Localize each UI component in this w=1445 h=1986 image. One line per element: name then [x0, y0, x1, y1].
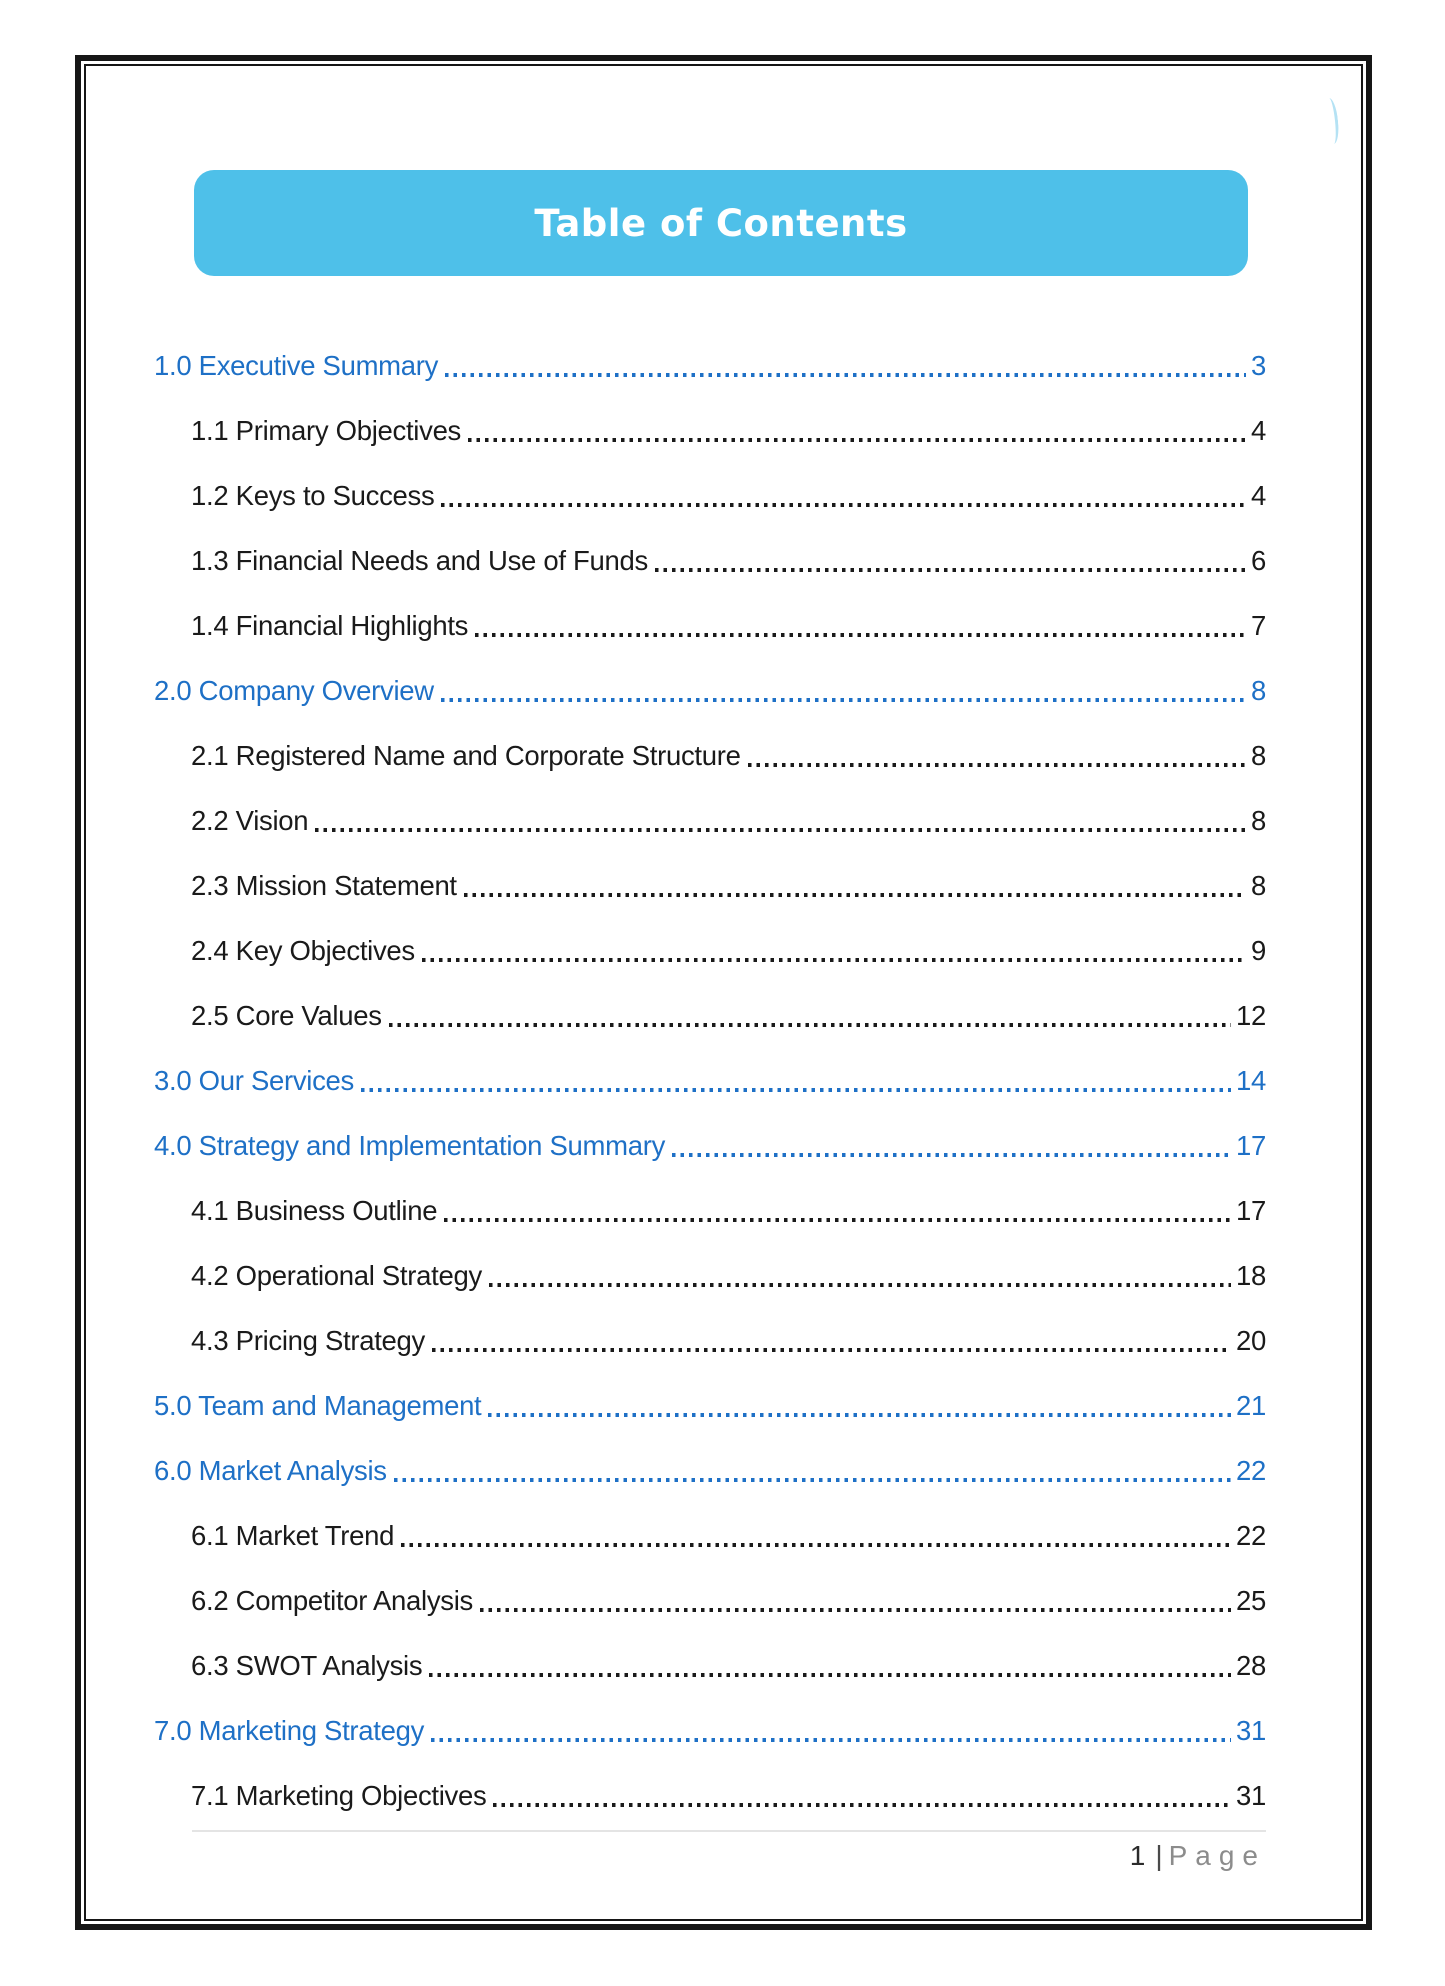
- dotted-leader: [422, 958, 1246, 962]
- dotted-leader: [361, 1088, 1231, 1092]
- dotted-leader: [672, 1153, 1231, 1157]
- dotted-leader: [389, 1023, 1231, 1027]
- toc-page-number: 17: [1236, 1194, 1266, 1226]
- toc-entry[interactable]: [154, 463, 1266, 528]
- dotted-leader: [441, 698, 1246, 702]
- toc-entry-label: 2.4 Key Objectives: [191, 934, 415, 966]
- toc-entry-label: 2.5 Core Values: [191, 999, 382, 1031]
- toc-entry-label: 1.4 Financial Highlights: [191, 609, 469, 641]
- toc-entry-label: 1.0 Executive Summary: [154, 349, 439, 381]
- dotted-leader: [432, 1348, 1231, 1352]
- toc-page-number: 8: [1251, 674, 1266, 706]
- dotted-leader: [441, 503, 1246, 507]
- dotted-leader: [401, 1543, 1231, 1547]
- toc-entry-label: 6.0 Market Analysis: [154, 1454, 387, 1486]
- toc-page-number: 28: [1236, 1649, 1266, 1681]
- footer-separator: |: [1155, 1840, 1163, 1871]
- dotted-leader: [480, 1608, 1231, 1612]
- dotted-leader: [748, 763, 1246, 767]
- toc-entry-label: 4.1 Business Outline: [191, 1194, 438, 1226]
- toc-entry[interactable]: [154, 1503, 1266, 1568]
- toc-page-number: 21: [1236, 1389, 1266, 1421]
- page-content: [86, 66, 1361, 1919]
- toc-entry[interactable]: [154, 1373, 1266, 1438]
- dotted-leader: [394, 1478, 1231, 1482]
- toc-entry[interactable]: [154, 1308, 1266, 1373]
- page-border-frame: [75, 55, 1372, 1930]
- toc-page-number: 20: [1236, 1324, 1266, 1356]
- toc-page-number: 22: [1236, 1454, 1266, 1486]
- dotted-leader: [445, 373, 1246, 377]
- toc-title-banner: [194, 170, 1248, 276]
- toc-entry-label: 3.0 Our Services: [154, 1064, 354, 1096]
- toc-entry[interactable]: [154, 1763, 1266, 1828]
- dotted-leader: [655, 568, 1246, 572]
- toc-entry-label: 6.1 Market Trend: [191, 1519, 395, 1551]
- page-footer: [154, 1830, 1266, 1872]
- toc-entry-label: 2.2 Vision: [191, 804, 309, 836]
- dotted-leader: [475, 633, 1246, 637]
- toc-entry[interactable]: [154, 918, 1266, 983]
- dotted-leader: [489, 1283, 1231, 1287]
- footer-page-label: [154, 1840, 1266, 1872]
- toc-entry[interactable]: [154, 1048, 1266, 1113]
- toc-page-number: 8: [1251, 739, 1266, 771]
- page-title: Table of Contents: [534, 201, 908, 245]
- toc-entry[interactable]: [154, 528, 1266, 593]
- toc-entry-label: 2.0 Company Overview: [154, 674, 434, 706]
- toc-entry-label: 5.0 Team and Management: [154, 1389, 482, 1421]
- toc-page-number: 3: [1251, 349, 1266, 381]
- toc-entry[interactable]: [154, 593, 1266, 658]
- dotted-leader: [431, 1738, 1231, 1742]
- toc-entry[interactable]: [154, 1178, 1266, 1243]
- page-border-inner-line: [84, 64, 1363, 1921]
- toc-entry[interactable]: [154, 658, 1266, 723]
- toc-page-number: 18: [1236, 1259, 1266, 1291]
- toc-entry[interactable]: [154, 1438, 1266, 1503]
- toc-entry[interactable]: [154, 1113, 1266, 1178]
- footer-divider-line: [192, 1830, 1266, 1832]
- toc-entry[interactable]: [154, 1568, 1266, 1633]
- toc-entry[interactable]: [154, 983, 1266, 1048]
- toc-entry[interactable]: [154, 788, 1266, 853]
- toc-page-number: 4: [1251, 479, 1266, 511]
- dotted-leader: [315, 828, 1246, 832]
- toc-page-number: 31: [1236, 1779, 1266, 1811]
- toc-entry-label: 4.3 Pricing Strategy: [191, 1324, 425, 1356]
- toc-page-number: 4: [1251, 414, 1266, 446]
- dotted-leader: [464, 893, 1246, 897]
- dotted-leader: [468, 438, 1246, 442]
- toc-page-number: 9: [1251, 934, 1266, 966]
- toc-entry[interactable]: [154, 1243, 1266, 1308]
- dotted-leader: [429, 1673, 1231, 1677]
- toc-page-number: 8: [1251, 804, 1266, 836]
- toc-entry[interactable]: [154, 333, 1266, 398]
- toc-entry[interactable]: [154, 1698, 1266, 1763]
- toc-page-number: 31: [1236, 1714, 1266, 1746]
- toc-page-number: 7: [1251, 609, 1266, 641]
- toc-list: [154, 333, 1266, 1828]
- toc-entry-label: 2.1 Registered Name and Corporate Structure: [191, 739, 741, 771]
- toc-entry-label: 4.2 Operational Strategy: [191, 1259, 482, 1291]
- toc-page-number: 17: [1236, 1129, 1266, 1161]
- toc-entry[interactable]: [154, 853, 1266, 918]
- toc-page-number: 14: [1236, 1064, 1266, 1096]
- toc-page-number: 8: [1251, 869, 1266, 901]
- toc-entry-label: 1.2 Keys to Success: [191, 479, 435, 511]
- footer-page-number: 1: [1129, 1840, 1146, 1871]
- toc-entry-label: 2.3 Mission Statement: [191, 869, 457, 901]
- toc-entry-label: 6.2 Competitor Analysis: [191, 1584, 473, 1616]
- toc-page-number: 6: [1251, 544, 1266, 576]
- footer-page-word: Page: [1168, 1840, 1266, 1871]
- toc-page-number: 25: [1236, 1584, 1266, 1616]
- toc-entry[interactable]: [154, 1633, 1266, 1698]
- dotted-leader: [488, 1413, 1231, 1417]
- toc-entry-label: 4.0 Strategy and Implementation Summary: [154, 1129, 666, 1161]
- toc-entry-label: 7.1 Marketing Objectives: [191, 1779, 487, 1811]
- dotted-leader: [493, 1803, 1231, 1807]
- toc-entry-label: 7.0 Marketing Strategy: [154, 1714, 425, 1746]
- toc-entry[interactable]: [154, 723, 1266, 788]
- toc-entry-label: 1.1 Primary Objectives: [191, 414, 462, 446]
- toc-entry-label: 6.3 SWOT Analysis: [191, 1649, 423, 1681]
- toc-entry-label: 1.3 Financial Needs and Use of Funds: [191, 544, 648, 576]
- toc-page-number: 12: [1236, 999, 1266, 1031]
- toc-page-number: 22: [1236, 1519, 1266, 1551]
- dotted-leader: [444, 1218, 1231, 1222]
- toc-entry[interactable]: [154, 398, 1266, 463]
